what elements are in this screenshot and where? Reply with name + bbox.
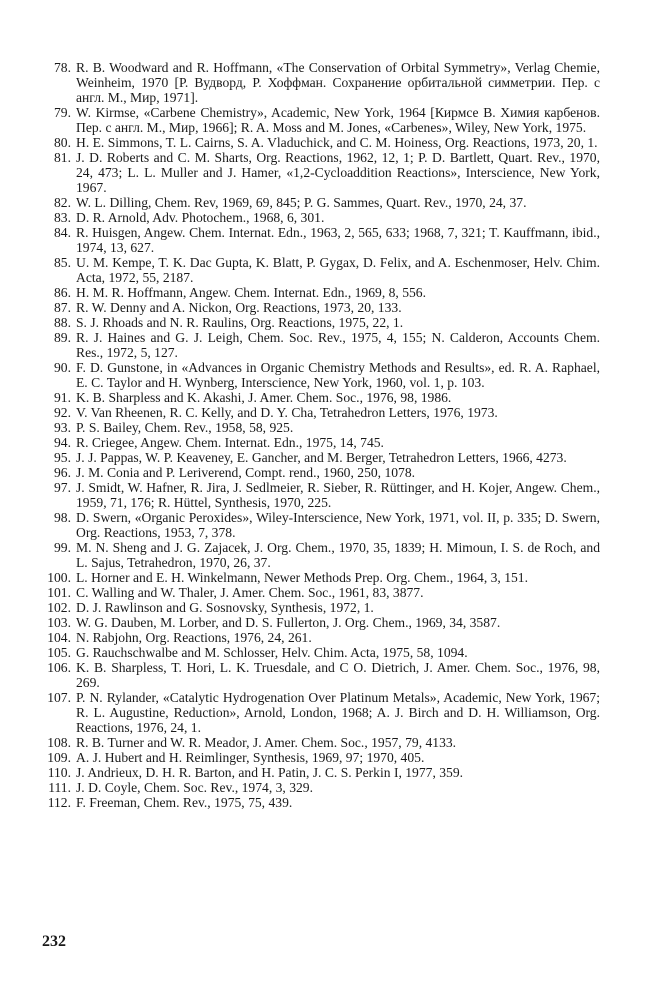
reference-item [44, 630, 600, 645]
reference-text: D. Swern, «Organic Peroxides», Wiley-Interscience, New York, 1971, vol. II, p. 335; D. Swern, Org. Reactions, 1953, 7, 378. [76, 510, 600, 540]
reference-text: C. Walling and W. Thaler, J. Amer. Chem. Soc., 1961, 83, 3877. [76, 585, 424, 600]
reference-text: J. M. Conia and P. Leriverend, Compt. rend., 1960, 250, 1078. [76, 465, 416, 480]
reference-text: L. Horner and E. H. Winkelmann, Newer Methods Prep. Org. Chem., 1964, 3, 151. [76, 570, 528, 585]
reference-number: 93. [54, 420, 71, 435]
reference-item [44, 765, 600, 780]
reference-number: 109. [47, 750, 71, 765]
reference-item [44, 600, 600, 615]
reference-number: 91. [54, 390, 71, 405]
reference-item [44, 420, 600, 435]
reference-text: V. Van Rheenen, R. C. Kelly, and D. Y. Cha, Tetrahedron Letters, 1976, 1973. [76, 405, 498, 420]
reference-text: F. D. Gunstone, in «Advances in Organic Chemistry Methods and Results», ed. R. A. Raphael, E. C. Taylor and H. Wynberg, Interscience, New York, 1960, vol. 1, p. 103. [76, 360, 600, 390]
reference-number: 82. [54, 195, 71, 210]
reference-number: 78. [54, 60, 71, 75]
reference-item [44, 750, 600, 765]
reference-number: 106. [47, 660, 71, 675]
reference-number: 99. [54, 540, 71, 555]
reference-number: 101. [47, 585, 71, 600]
reference-number: 96. [54, 465, 71, 480]
reference-text: D. J. Rawlinson and G. Sosnovsky, Synthesis, 1972, 1. [76, 600, 374, 615]
reference-number: 104. [47, 630, 71, 645]
reference-item [44, 615, 600, 630]
reference-item [44, 690, 600, 735]
reference-item [44, 225, 600, 255]
reference-text: R. Huisgen, Angew. Chem. Internat. Edn., 1963, 2, 565, 633; 1968, 7, 321; T. Kauffmann, ibid., 1974, 13, 627. [76, 225, 600, 255]
reference-number: 85. [54, 255, 71, 270]
reference-text: P. N. Rylander, «Catalytic Hydrogenation Over Platinum Metals», Academic, New York, 1967; R. L. Augustine, Reduction», Arnold, London, 1968; A. J. Birch and D. H. Williamson, Org. Reactions, 1976, 24, 1. [76, 690, 600, 735]
reference-text: R. Criegee, Angew. Chem. Internat. Edn., 1975, 14, 745. [76, 435, 384, 450]
reference-text: K. B. Sharpless and K. Akashi, J. Amer. Chem. Soc., 1976, 98, 1986. [76, 390, 452, 405]
reference-text: H. M. R. Hoffmann, Angew. Chem. Internat. Edn., 1969, 8, 556. [76, 285, 426, 300]
reference-item [44, 480, 600, 510]
reference-item [44, 510, 600, 540]
reference-text: H. E. Simmons, T. L. Cairns, S. A. Vladuchick, and C. M. Hoiness, Org. Reactions, 1973, 20, 1. [76, 135, 598, 150]
reference-item [44, 795, 600, 810]
reference-text: J. D. Roberts and C. M. Sharts, Org. Reactions, 1962, 12, 1; P. D. Bartlett, Quart. Rev., 1970, 24, 473; L. L. Muller and J. Hamer, «1,2-Cycloaddition Reactions», Interscience, New York, 1967. [76, 150, 600, 195]
reference-item [44, 540, 600, 570]
reference-item [44, 660, 600, 690]
reference-item [44, 645, 600, 660]
reference-list [44, 60, 600, 810]
reference-number: 110. [47, 765, 71, 780]
reference-number: 108. [47, 735, 71, 750]
reference-number: 105. [47, 645, 71, 660]
reference-number: 92. [54, 405, 71, 420]
reference-number: 112. [47, 795, 71, 810]
reference-text: W. Kirmse, «Carbene Chemistry», Academic, New York, 1964 [Кирмсе В. Химия карбенов. Пер. с англ. М., Мир, 1966]; R. A. Moss and M. Jones, «Carbenes», Wiley, New York, 1975. [76, 105, 600, 135]
reference-text: J. Smidt, W. Hafner, R. Jira, J. Sedlmeier, R. Sieber, R. Rüttinger, and H. Kojer, Angew. Chem., 1959, 71, 176; R. Hüttel, Synthesis, 1970, 225. [76, 480, 600, 510]
reference-text: U. M. Kempe, T. K. Dac Gupta, K. Blatt, P. Gygax, D. Felix, and A. Eschenmoser, Helv. Chim. Acta, 1972, 55, 2187. [76, 255, 600, 285]
reference-item [44, 330, 600, 360]
reference-number: 98. [54, 510, 71, 525]
reference-text: D. R. Arnold, Adv. Photochem., 1968, 6, 301. [76, 210, 325, 225]
reference-text: M. N. Sheng and J. G. Zajacek, J. Org. Chem., 1970, 35, 1839; H. Mimoun, I. S. de Roch, and L. Sajus, Tetrahedron, 1970, 26, 37. [76, 540, 600, 570]
reference-number: 88. [54, 315, 71, 330]
reference-number: 87. [54, 300, 71, 315]
reference-item [44, 105, 600, 135]
reference-text: R. J. Haines and G. J. Leigh, Chem. Soc. Rev., 1975, 4, 155; N. Calderon, Accounts Chem. Res., 1972, 5, 127. [76, 330, 600, 360]
reference-text: R. W. Denny and A. Nickon, Org. Reactions, 1973, 20, 133. [76, 300, 402, 315]
reference-text: P. S. Bailey, Chem. Rev., 1958, 58, 925. [76, 420, 294, 435]
reference-item [44, 285, 600, 300]
reference-number: 111. [48, 780, 71, 795]
reference-text: G. Rauchschwalbe and M. Schlosser, Helv. Chim. Acta, 1975, 58, 1094. [76, 645, 468, 660]
reference-number: 81. [54, 150, 71, 165]
reference-item [44, 135, 600, 150]
reference-text: F. Freeman, Chem. Rev., 1975, 75, 439. [76, 795, 293, 810]
reference-item [44, 390, 600, 405]
reference-text: S. J. Rhoads and N. R. Raulins, Org. Reactions, 1975, 22, 1. [76, 315, 404, 330]
reference-number: 100. [47, 570, 71, 585]
reference-item [44, 435, 600, 450]
reference-text: W. L. Dilling, Chem. Rev, 1969, 69, 845; P. G. Sammes, Quart. Rev., 1970, 24, 37. [76, 195, 527, 210]
reference-number: 80. [54, 135, 71, 150]
reference-number: 102. [47, 600, 71, 615]
reference-number: 86. [54, 285, 71, 300]
reference-item [44, 195, 600, 210]
reference-text: J. Andrieux, D. H. R. Barton, and H. Patin, J. C. S. Perkin I, 1977, 359. [76, 765, 464, 780]
reference-number: 79. [54, 105, 71, 120]
reference-item [44, 585, 600, 600]
reference-text: R. B. Woodward and R. Hoffmann, «The Conservation of Orbital Symmetry», Verlag Chemie, Weinheim, 1970 [Р. Вудворд, Р. Хоффман. Сохранение орбитальной симметрии. Пер. с англ. М., Мир, 1971]. [76, 60, 600, 105]
reference-number: 84. [54, 225, 71, 240]
reference-number: 83. [54, 210, 71, 225]
reference-item [44, 780, 600, 795]
reference-text: J. J. Pappas, W. P. Keaveney, E. Gancher, and M. Berger, Tetrahedron Letters, 1966, 4273. [76, 450, 567, 465]
reference-text: W. G. Dauben, M. Lorber, and D. S. Fullerton, J. Org. Chem., 1969, 34, 3587. [76, 615, 501, 630]
reference-number: 95. [54, 450, 71, 465]
reference-item [44, 315, 600, 330]
reference-number: 89. [54, 330, 71, 345]
reference-number: 103. [47, 615, 71, 630]
reference-text: A. J. Hubert and H. Reimlinger, Synthesis, 1969, 97; 1970, 405. [76, 750, 425, 765]
reference-text: J. D. Coyle, Chem. Soc. Rev., 1974, 3, 329. [76, 780, 314, 795]
reference-text: R. B. Turner and W. R. Meador, J. Amer. Chem. Soc., 1957, 79, 4133. [76, 735, 457, 750]
reference-text: N. Rabjohn, Org. Reactions, 1976, 24, 261. [76, 630, 312, 645]
reference-item [44, 300, 600, 315]
reference-item [44, 150, 600, 195]
reference-item [44, 405, 600, 420]
reference-item [44, 735, 600, 750]
reference-item [44, 210, 600, 225]
reference-item [44, 570, 600, 585]
reference-number: 90. [54, 360, 71, 375]
page-number: 232 [42, 933, 66, 950]
reference-item [44, 360, 600, 390]
reference-number: 97. [54, 480, 71, 495]
reference-item [44, 60, 600, 105]
reference-item [44, 450, 600, 465]
reference-number: 94. [54, 435, 71, 450]
reference-item [44, 465, 600, 480]
reference-item [44, 255, 600, 285]
reference-text: K. B. Sharpless, T. Hori, L. K. Truesdale, and C O. Dietrich, J. Amer. Chem. Soc., 1976, 98, 269. [76, 660, 600, 690]
reference-number: 107. [47, 690, 71, 705]
